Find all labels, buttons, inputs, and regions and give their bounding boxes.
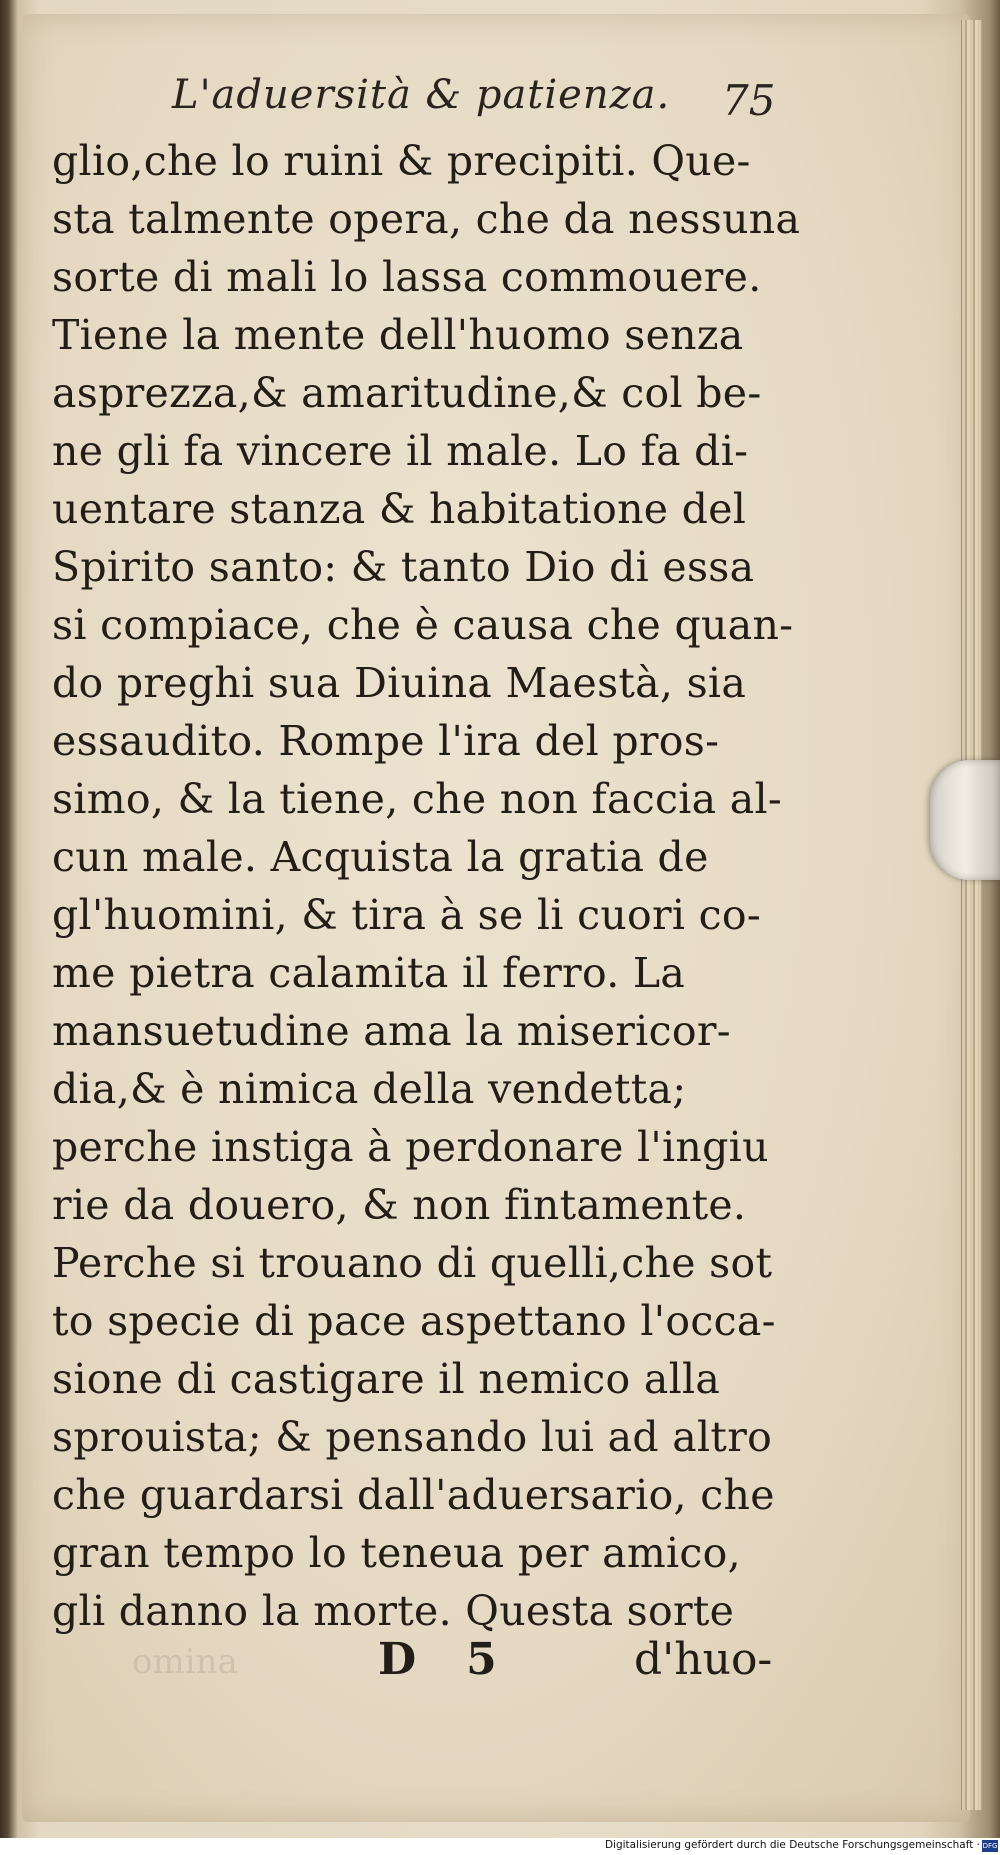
book-clasp xyxy=(930,760,1000,880)
page-number: 75 xyxy=(722,76,776,125)
text-line: si compiace, che è causa che quan- xyxy=(52,601,794,649)
text-line: Spirito santo: & tanto Dio di essa xyxy=(52,543,755,591)
text-line: asprezza,& amaritudine,& col be- xyxy=(52,369,762,417)
text-line: ne gli fa vincere il male. Lo fa di- xyxy=(52,427,749,475)
text-line: che guardarsi dall'aduersario, che xyxy=(52,1471,775,1519)
text-line: sione di castigare il nemico alla xyxy=(52,1355,721,1403)
text-line: do preghi sua Diuina Maestà, sia xyxy=(52,659,747,707)
text-line: gl'huomini, & tira à se li cuori co- xyxy=(52,891,762,939)
text-line: mansuetudine ama la misericor- xyxy=(52,1007,731,1055)
book-page xyxy=(22,14,970,1822)
page-footer xyxy=(22,1634,1000,1704)
credit-bar xyxy=(0,1838,1000,1855)
text-line: simo, & la tiene, che non faccia al- xyxy=(52,775,783,823)
running-header xyxy=(172,72,812,132)
body-text xyxy=(52,132,842,1640)
page-block-edge xyxy=(961,20,982,1810)
show-through-text: omina xyxy=(132,1642,238,1682)
text-line: gli danno la morte. Questa sorte xyxy=(52,1587,735,1635)
text-line: sorte di mali lo lassa commouere. xyxy=(52,253,762,301)
text-line: glio,che lo ruini & precipiti. Que- xyxy=(52,137,751,185)
text-line: me pietra calamita il ferro. La xyxy=(52,949,686,997)
text-line: perche instiga à perdonare l'ingiu xyxy=(52,1123,769,1171)
text-line: dia,& è nimica della vendetta; xyxy=(52,1065,687,1113)
signature-number: 5 xyxy=(466,1634,497,1685)
text-line: rie da douero, & non fintamente. xyxy=(52,1181,747,1229)
text-line: Tiene la mente dell'huomo senza xyxy=(52,311,744,359)
text-line: Perche si trouano di quelli,che sot xyxy=(52,1239,773,1287)
credit-text: Digitalisierung gefördert durch die Deutsche Forschungsgemeinschaft · xyxy=(604,1839,980,1851)
signature-letter: D xyxy=(378,1634,417,1685)
text-line: sta talmente opera, che da nessuna xyxy=(52,195,801,243)
catchword: d'huo- xyxy=(634,1634,773,1685)
running-title: L'aduersità & patienza. xyxy=(172,72,671,118)
text-line: to specie di pace aspettano l'occa- xyxy=(52,1297,776,1345)
text-line: uentare stanza & habitatione del xyxy=(52,485,747,533)
text-line: essaudito. Rompe l'ira del pros- xyxy=(52,717,720,765)
signature-mark xyxy=(378,1634,497,1685)
dfg-logo-icon: DFG xyxy=(982,1842,998,1850)
text-line: cun male. Acquista la gratia de xyxy=(52,833,709,881)
text-line: gran tempo lo teneua per amico, xyxy=(52,1529,741,1577)
text-line: sprouista; & pensando lui ad altro xyxy=(52,1413,773,1461)
